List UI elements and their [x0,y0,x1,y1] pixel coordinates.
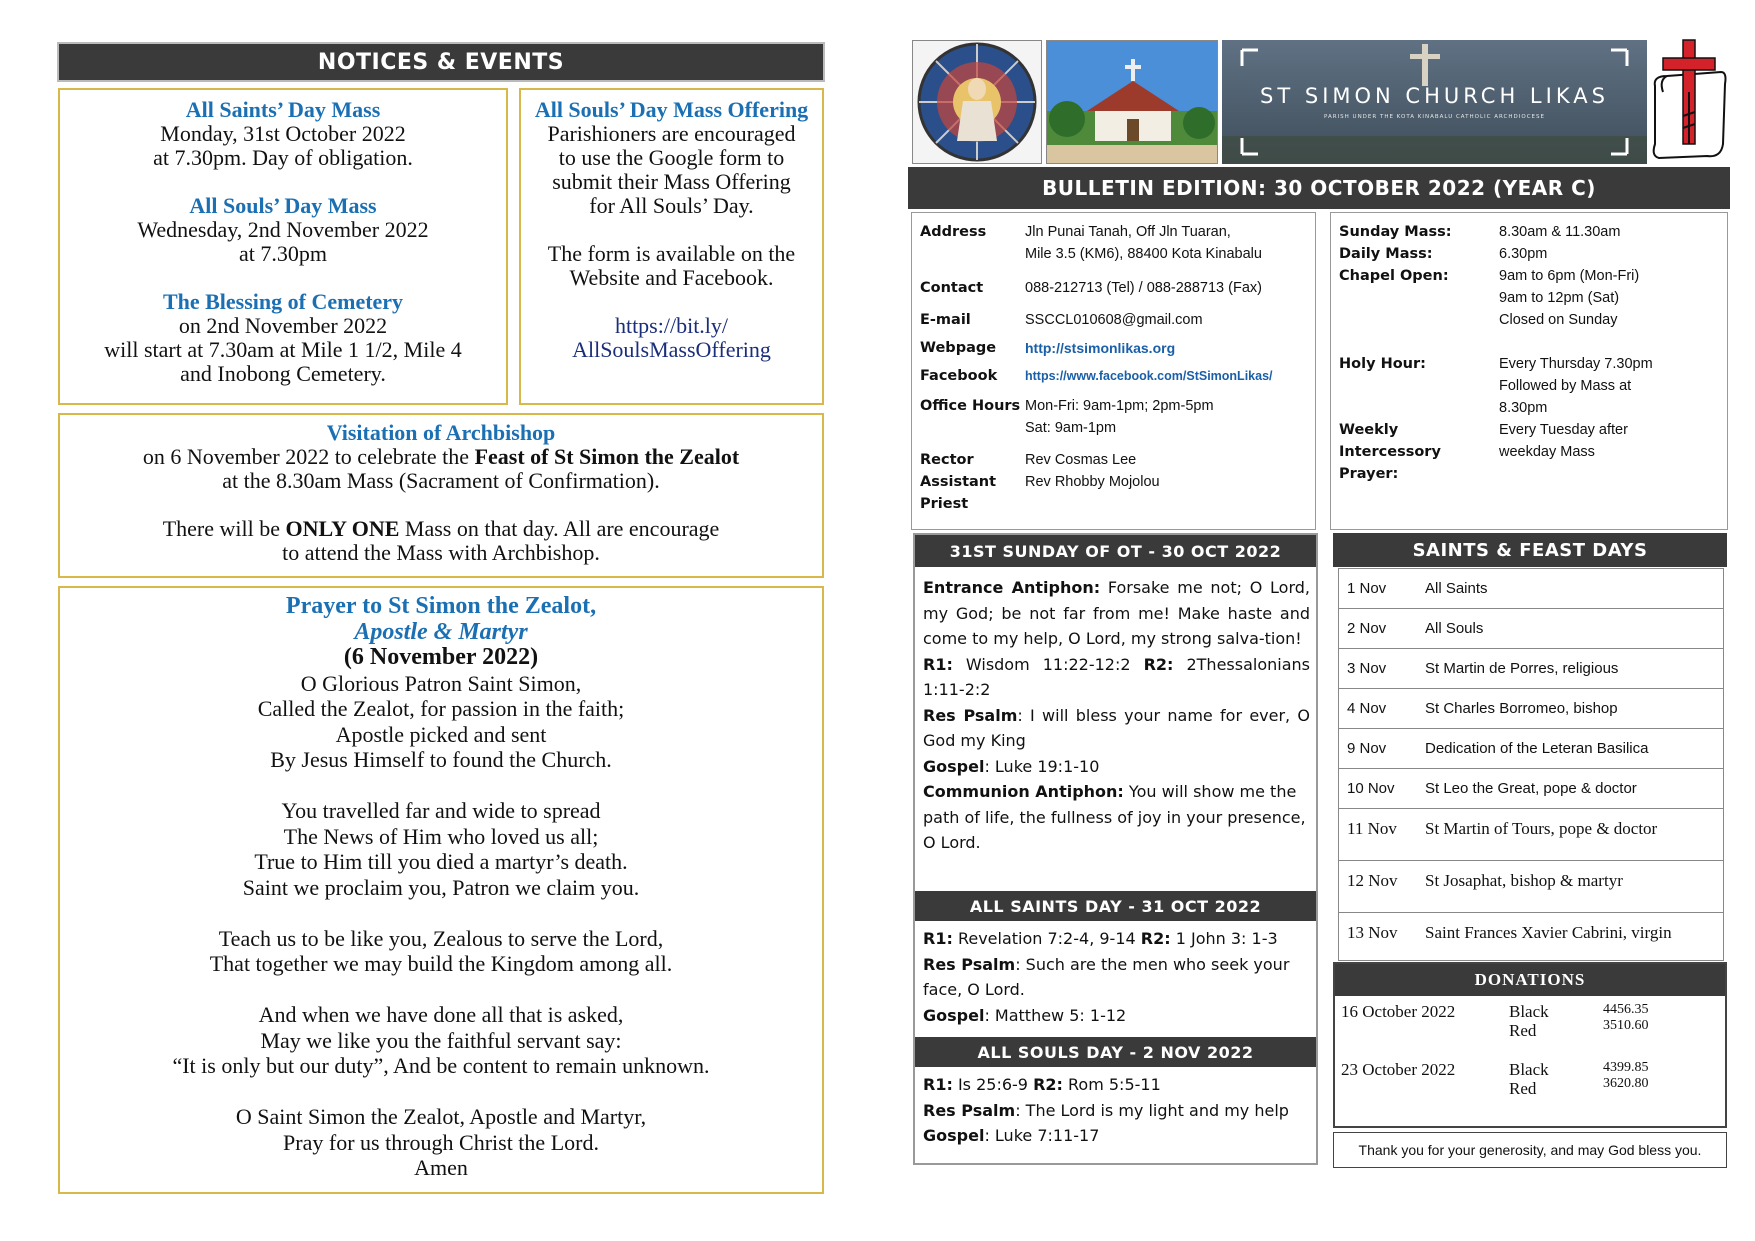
parish-info-box [911,212,1316,530]
feast-name: All Souls [1425,620,1484,637]
donation-labels [1509,1002,1603,1054]
cemetery-line: and Inobong Cemetery. [180,361,386,386]
row-value-line: Rev Cosmas Lee [1025,452,1137,468]
responsorial-psalm [923,1098,1310,1124]
feast-date: 10 Nov [1347,780,1395,797]
label: Gospel [923,1126,985,1145]
all-saints-title: All Saints’ Day Mass [185,97,381,122]
mass-time-row [1339,221,1727,243]
edition-text: BULLETIN EDITION: 30 OCTOBER 2022 (YEAR C) [1042,176,1596,200]
feast-date: 2 Nov [1347,620,1387,637]
prayer-line: That together we may build the Kingdom among all. [209,951,673,976]
row-label: Rector [920,452,974,468]
donation-amount: 4399.85 [1603,1060,1649,1075]
row-value-line: Followed by Mass at [1499,378,1632,394]
all-souls-readings-header [915,1037,1316,1067]
feast-name: St Leo the Great, pope & doctor [1425,780,1637,797]
donations-list [1335,996,1725,1112]
all-souls-line: Wednesday, 2nd November 2022 [137,217,429,242]
prayer-line: And when we have done all that is asked, [258,1002,624,1027]
feast-date: 9 Nov [1347,740,1387,757]
info-row [920,471,1315,515]
visitation-title: Visitation of Archbishop [326,420,556,445]
row-label: Chapel Open: [1339,268,1449,284]
parish-logo [1649,36,1729,164]
feast-row [1338,768,1724,808]
text: : I will bless your name for ever, O God my King [923,705,1311,750]
label: R2: [1143,654,1174,674]
all-saints-line: Monday, 31st October 2022 [160,121,406,146]
feast-date: 11 Nov [1347,819,1397,838]
feast-date: 4 Nov [1347,700,1387,717]
info-row [920,365,1315,387]
feast-name: Dedication of the Leteran Basilica [1425,740,1649,757]
label: Gospel [923,756,985,776]
sunday-readings-header [915,535,1316,567]
row-value-line: Every Tuesday after [1499,422,1628,438]
communion-antiphon [923,779,1310,856]
text: 1 John 3: 1-3 [1170,929,1278,948]
feast-name: Saint Frances Xavier Cabrini, virgin [1425,923,1672,942]
church-name: ST SIMON CHURCH LIKAS [1260,84,1609,108]
row-value-line: Every Thursday 7.30pm [1499,356,1653,372]
info-row [920,337,1315,359]
prayer-line: May we like you the faithful servant say: [260,1027,622,1053]
visitation-text: on 6 November 2022 to celebrate the [142,444,475,469]
visitation-line: at the 8.30am Mass (Sacrament of Confirmation). [222,468,660,493]
donations-header-text: DONATIONS [1474,970,1586,989]
row-value [1499,265,1727,331]
prayer-line: O Saint Simon the Zealot, Apostle and Martyr, [235,1104,647,1129]
row-value [1025,449,1315,471]
text: : Such are the men who seek your face, O Lord. [923,954,1290,999]
all-souls-title: All Souls’ Day Mass [189,193,377,218]
mass-time-row [1339,265,1727,331]
feast-date: 12 Nov [1347,871,1398,890]
label: Gospel [923,1005,985,1025]
row-value [1025,221,1315,265]
saints-header-text: ALL SAINTS DAY - 31 OCT 2022 [969,896,1262,916]
row-label: Holy Hour: [1339,356,1426,372]
info-row [920,277,1315,299]
row-value-line: Rev Rhobby Mojolou [1025,474,1160,490]
label: R1: [923,929,953,948]
feast-row [1338,728,1724,768]
feasts-header-text: SAINTS & FEAST DAYS [1412,539,1648,561]
feast-row [1338,648,1724,688]
donation-labels [1509,1060,1603,1112]
text: Rom 5:5-11 [1062,1075,1161,1094]
donation-amount: 3510.60 [1603,1018,1649,1033]
row-value-line: 088-212713 (Tel) / 088-288713 (Fax) [1025,280,1262,296]
donation-row [1335,996,1725,1054]
label: R1: [923,1075,953,1094]
row-label: Daily Mass: [1339,246,1433,262]
donation-date: 16 October 2022 [1341,1002,1456,1021]
thanks-text: Thank you for your generosity, and may God bless you. [1358,1142,1702,1158]
thanks-box [1333,1132,1727,1168]
donation-label: Red [1509,1021,1537,1040]
donation-date: 23 October 2022 [1341,1060,1456,1079]
offering-link[interactable]: https://bit.ly/ [614,313,729,338]
label: Res Psalm [923,954,1016,974]
row-value-line: 9am to 12pm (Sat) [1499,290,1620,306]
label: R2: [1033,1075,1063,1094]
donation-amounts [1603,1002,1649,1054]
mass-times-box [1330,212,1728,530]
row-value [1025,365,1315,387]
row-label: Assistant Priest [920,474,997,512]
mass-times-list [1339,221,1727,485]
text: : Matthew 5: 1-12 [984,1005,1127,1025]
prayer-date: (6 November 2022) [343,644,539,670]
donations-box [1333,962,1727,1128]
text: : Luke 19:1-10 [984,756,1100,776]
row-value-line: SSCCL010608@gmail.com [1025,312,1203,328]
feast-list [1338,568,1724,961]
text: Forsake me not; O Lord, my God; be not far from me! Make haste and come to my help, O Lord, my strong salva-tion! [923,578,1311,648]
donations-header [1335,964,1725,996]
visitation-only-one: ONLY ONE [285,516,400,541]
all-souls-line: at 7.30pm [239,241,327,266]
parish-info-list [920,221,1315,515]
feast-name: St Josaphat, bishop & martyr [1425,871,1623,890]
row-label: Office Hours [920,398,1021,414]
feast-date: 1 Nov [1347,580,1387,597]
offering-link[interactable]: AllSoulsMassOffering [572,337,771,362]
info-row [920,395,1315,439]
feast-date: 3 Nov [1347,660,1387,677]
visitation-box [58,413,824,578]
label: R1: [923,654,953,674]
row-label: Contact [920,280,984,296]
feast-row [1338,568,1724,608]
prayer-stanzas [60,671,822,1181]
prayer-subtitle: Apostle & Martyr [354,618,528,645]
offering-line: for All Souls’ Day. [589,193,754,218]
visitation-feast: Feast of St Simon the Zealot [474,444,740,469]
cross-scroll-icon [1649,36,1729,164]
entrance-antiphon [923,575,1310,652]
feast-row [1338,688,1724,728]
prayer-line: Apostle picked and sent [335,721,547,747]
offering-box [519,88,824,405]
text: You will show me the path of life, the fullness of joy in your presence, O Lord. [923,782,1306,852]
cemetery-line: will start at 7.30am at Mile 1 1/2, Mile 4 [104,337,462,362]
row-value-line: 6.30pm [1499,246,1548,262]
donation-label: Black [1509,1002,1549,1021]
sunday-readings [915,567,1316,891]
mass-time-row [1339,243,1727,265]
church-tagline: PARISH UNDER THE KOTA KINABALU CATHOLIC ARCHDIOCESE [1324,114,1545,120]
row-label: Weekly Intercessory Prayer: [1339,422,1441,482]
offering-title: All Souls’ Day Mass Offering [534,97,809,122]
donation-amount: 4456.35 [1603,1002,1649,1017]
prayer-box [58,586,824,1194]
donation-amounts [1603,1060,1649,1112]
row-value-line: Sat: 9am-1pm [1025,420,1117,436]
visitation-text: Mass on that day. All are encourage [399,516,720,541]
row-value-line: Mon-Fri: 9am-1pm; 2pm-5pm [1025,398,1214,414]
row-value-line: weekday Mass [1499,444,1595,460]
gospel [923,1123,1310,1149]
feast-name: St Martin de Porres, religious [1425,660,1619,677]
prayer-line: Teach us to be like you, Zealous to serve the Lord, [218,925,664,951]
offering-form-line: Website and Facebook. [569,265,774,290]
info-row [920,221,1315,265]
text: Revelation 7:2-4, 9-14 [952,929,1141,948]
edition-header [908,167,1730,209]
mass-notices-box [58,88,508,405]
feast-date: 13 Nov [1347,923,1398,942]
label: Entrance Antiphon: [923,578,1101,597]
donation-row [1335,1054,1725,1112]
feast-row [1338,808,1724,860]
row-label: Facebook [920,368,998,384]
row-label: Address [920,224,987,240]
sunday-header-text: 31ST SUNDAY OF OT - 30 OCT 2022 [949,541,1282,561]
row-label: Sunday Mass: [1339,224,1452,240]
mass-time-row [1339,353,1727,419]
text: 2Thessalonians 1:11-2:2 [923,654,1310,699]
prayer-line: Pray for us through Christ the Lord. [283,1129,599,1155]
row-value-line: 8.30pm [1499,400,1548,416]
prayer-line: O Glorious Patron Saint Simon, [300,670,582,696]
row-value [1025,471,1315,515]
row-value-line: Mile 3.5 (KM6), 88400 Kota Kinabalu [1025,246,1262,262]
feast-name: St Charles Borromeo, bishop [1425,700,1618,717]
row-value-line: Jln Punai Tanah, Off Jln Tuaran, [1025,224,1231,240]
prayer-line: Called the Zealot, for passion in the faith; [257,696,625,721]
first-reading [923,652,1310,703]
info-row [920,449,1315,471]
visitation-line [60,517,822,541]
feast-row [1338,860,1724,912]
text: Wisdom 11:22-12:2 [952,654,1144,674]
prayer-line: By Jesus Himself to found the Church. [270,747,612,772]
feast-row [1338,912,1724,960]
row-value [1025,395,1315,439]
row-value [1025,337,1315,359]
label: Communion Antiphon: [923,782,1124,801]
responsorial-psalm [923,703,1310,754]
row-value-line: 8.30am & 11.30am [1499,224,1621,240]
cemetery-title: The Blessing of Cemetery [162,289,404,314]
cemetery-line: on 2nd November 2022 [178,313,388,338]
donation-label: Black [1509,1060,1549,1079]
first-reading [923,1072,1310,1098]
row-value [1499,221,1727,243]
stained-glass-image [912,40,1042,164]
gospel [923,1003,1310,1029]
feast-row [1338,608,1724,648]
all-saints-line: at 7.30pm. Day of obligation. [153,145,413,170]
prayer-line: You travelled far and wide to spread [281,798,601,823]
prayer-line: The News of Him who loved us all; [283,823,599,849]
prayer-line: Amen [414,1155,468,1180]
row-value-line: 9am to 6pm (Mon-Fri) [1499,268,1640,284]
feast-name: All Saints [1425,580,1488,597]
offering-form-line: The form is available on the [547,241,796,266]
visitation-line [60,445,822,469]
text: : Luke 7:11-17 [984,1126,1100,1145]
offering-line: submit their Mass Offering [552,169,791,194]
notices-header-text: NOTICES & EVENTS [317,49,565,75]
label: R2: [1140,929,1171,948]
row-value [1499,353,1727,419]
row-value-line[interactable]: https://www.facebook.com/StSimonLikas/ [1025,369,1273,383]
row-value-line[interactable]: http://stsimonlikas.org [1025,340,1176,356]
gospel [923,754,1310,780]
prayer-line: Saint we proclaim you, Patron we claim you. [242,874,640,900]
all-saints-readings [915,921,1316,1037]
church-photo-icon [1047,41,1218,164]
notices-header [57,42,825,82]
row-value [1025,277,1315,299]
visitation-text: There will be [162,516,286,541]
info-row [920,309,1315,331]
donation-amount: 3620.80 [1603,1076,1649,1091]
row-label: E-mail [920,312,971,328]
prayer-line: True to Him till you died a martyr’s death. [254,849,628,874]
label: Res Psalm [923,1100,1016,1120]
row-value [1499,243,1727,265]
row-value [1499,419,1727,485]
text: Is 25:6-9 [952,1075,1034,1094]
donation-label: Red [1509,1079,1537,1098]
row-value [1025,309,1315,331]
readings-box [913,533,1318,1165]
row-label: Webpage [920,340,997,356]
first-reading [923,926,1310,952]
feasts-header [1333,533,1727,567]
stained-glass-icon [913,41,1041,163]
text: : The Lord is my light and my help [1015,1100,1289,1120]
prayer-title: Prayer to St Simon the Zealot, [285,593,597,619]
mass-time-row [1339,419,1727,485]
row-value-line: Closed on Sunday [1499,312,1618,328]
feast-name: St Martin of Tours, pope & doctor [1425,819,1658,838]
offering-line: Parishioners are encouraged [547,121,796,146]
church-banner [1222,40,1647,164]
church-photo [1046,40,1218,164]
souls-header-text: ALL SOULS DAY - 2 NOV 2022 [977,1042,1254,1062]
responsorial-psalm [923,952,1310,1003]
all-saints-readings-header [915,891,1316,921]
label: Res Psalm [923,705,1018,725]
prayer-line: “It is only but our duty”, And be content to remain unknown. [172,1053,710,1078]
visitation-line: to attend the Mass with Archbishop. [282,540,600,565]
all-souls-readings [915,1067,1316,1153]
offering-line: to use the Google form to [558,145,785,170]
